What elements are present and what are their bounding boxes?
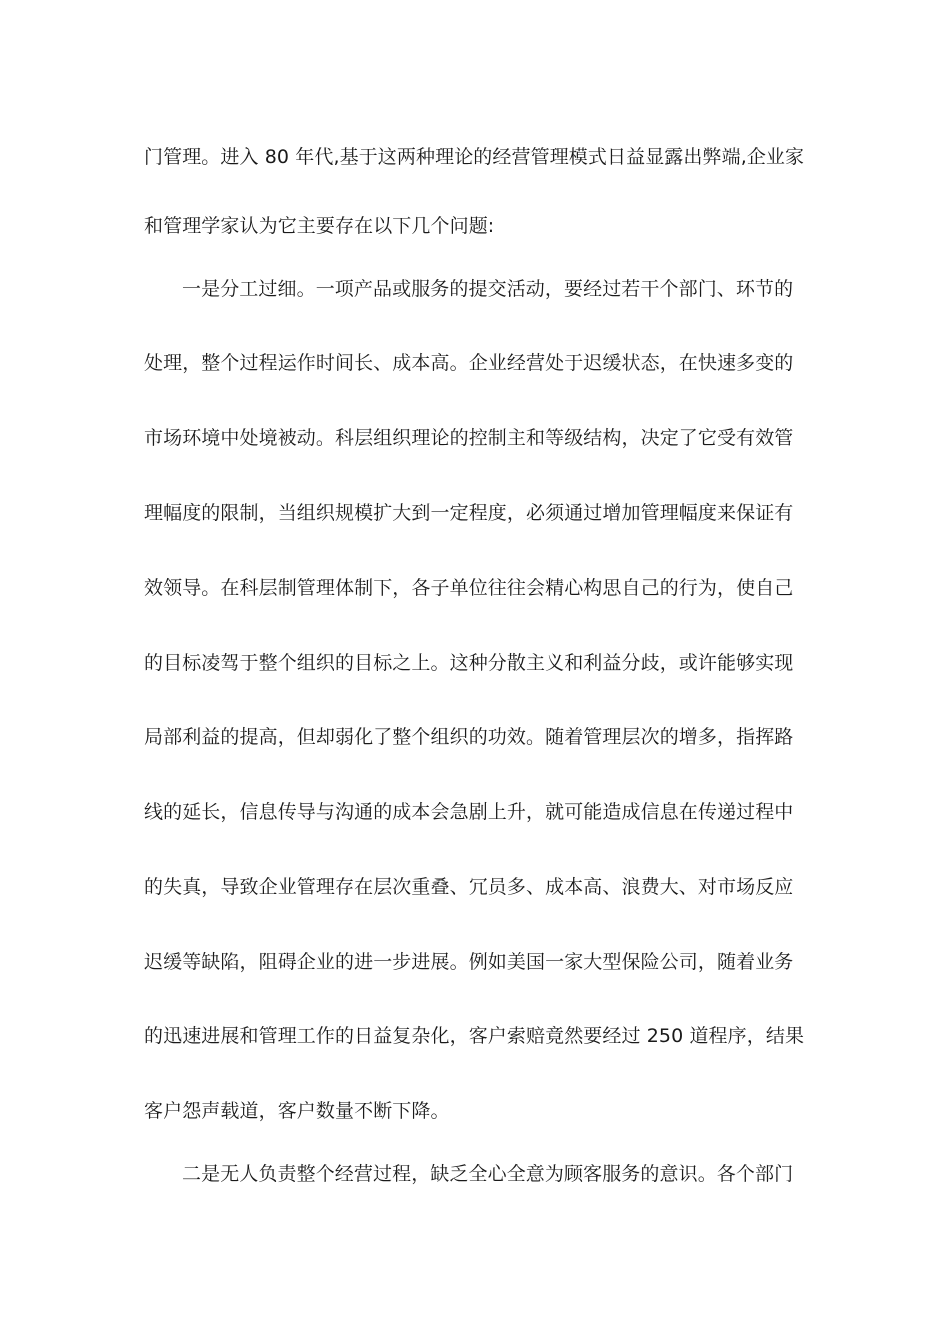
text-line: 理幅度的限制，当组织规模扩大到一定程度，必须通过增加管理幅度来保证有 xyxy=(144,502,794,524)
text-line: 门管理。进入 80 年代,基于这两种理论的经营管理模式日益显露出弊端,企业家 xyxy=(144,146,805,168)
text-line: 处理，整个过程运作时间长、成本高。企业经营处于迟缓状态，在快速多变的 xyxy=(144,352,794,374)
text-line: 的迅速进展和管理工作的日益复杂化，客户索赔竟然要经过 250 道程序，结果 xyxy=(144,1025,805,1047)
text-line: 局部利益的提高，但却弱化了整个组织的功效。随着管理层次的增多，指挥路 xyxy=(144,726,794,748)
text-line: 市场环境中处境被动。科层组织理论的控制主和等级结构，决定了它受有效管 xyxy=(144,427,794,449)
text-line: 迟缓等缺陷，阻碍企业的进一步进展。例如美国一家大型保险公司，随着业务 xyxy=(144,951,794,973)
text-line: 效领导。在科层制管理体制下，各子单位往往会精心构思自己的行为，使自己 xyxy=(144,577,794,599)
text-line: 客户怨声载道，客户数量不断下降。 xyxy=(144,1100,450,1122)
text-line: 的目标凌驾于整个组织的目标之上。这种分散主义和利益分歧，或许能够实现 xyxy=(144,652,794,674)
text-line: 二是无人负责整个经营过程，缺乏全心全意为顾客服务的意识。各个部门 xyxy=(182,1163,794,1185)
text-line: 线的延长，信息传导与沟通的成本会急剧上升，就可能造成信息在传递过程中 xyxy=(144,801,794,823)
text-line: 的失真，导致企业管理存在层次重叠、冗员多、成本高、浪费大、对市场反应 xyxy=(144,876,794,898)
text-line: 和管理学家认为它主要存在以下几个问题: xyxy=(144,215,495,237)
text-line: 一是分工过细。一项产品或服务的提交活动，要经过若干个部门、环节的 xyxy=(182,278,794,300)
